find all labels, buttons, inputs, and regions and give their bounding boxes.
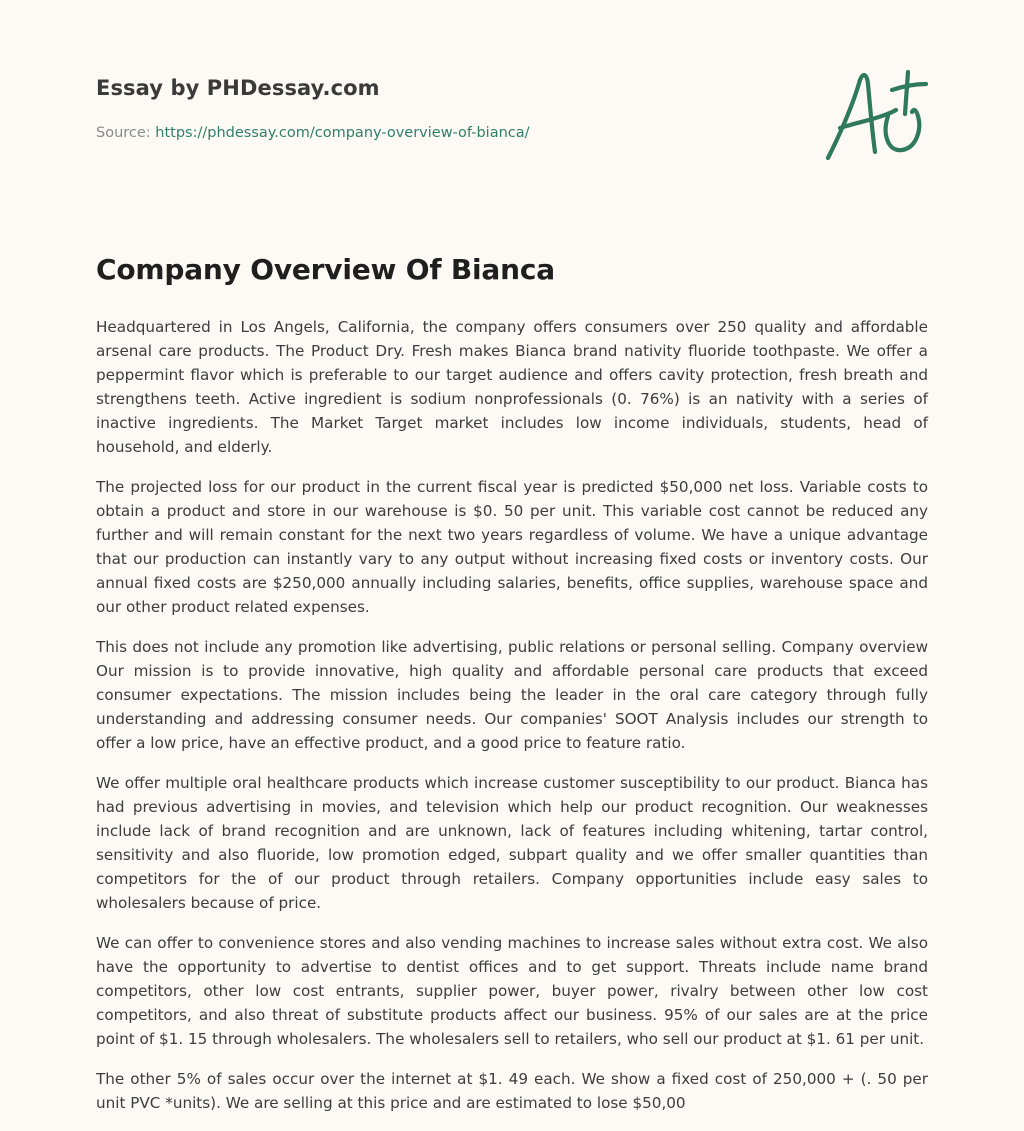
paragraph: Headquartered in Los Angels, California, the company offers consumers over 250 quality and affordable arsenal care products. The Product Dry. Fresh makes Bianca brand nativity fluoride toothpaste. We offer a peppermint flavor which is preferable to our target audience and offers cavity protection, fresh breath and strengthens teeth. Active ingredient is sodium nonprofessionals (0. 76%) is an nativity with a series of inactive ingredients. The Market Target market includes low income individuals, students, head of household, and elderly.	[96, 318, 928, 456]
paragraph: The projected loss for our product in the current fiscal year is predicted $50,000 net loss. Variable costs to obtain a product and store in our warehouse is $0. 50 per unit. This variable cost cannot be reduced any further and will remain constant for the next two years regardless of volume. We have a unique advantage that our production can instantly vary to any output without increasing fixed costs or inventory costs. Our annual fixed costs are $250,000 annually including salaries, benefits, office supplies, warehouse space and our other product related expenses.	[96, 478, 928, 616]
source-line	[96, 125, 736, 141]
a-plus-logo-icon	[822, 68, 930, 164]
source-link[interactable]: https://phdessay.com/company-overview-of-bianca/	[155, 125, 530, 141]
essay-body	[96, 315, 928, 1131]
paragraph: We can offer to convenience stores and also vending machines to increase sales without extra cost. We also have the opportunity to advertise to dentist offices and to get support. Threats include name brand competitors, other low cost entrants, supplier power, buyer power, rivalry between other low cost competitors, and also threat of substitute products affect our business. 95% of our sales are at the price point of $1. 15 through wholesalers. The wholesalers sell to retailers, who sell our product at $1. 61 per unit.	[96, 934, 928, 1048]
paragraph: The other 5% of sales occur over the internet at $1. 49 each. We show a fixed cost of 250,000 + (. 50 per unit PVC *units). We are selling at this price and are estimated to lose $50,00	[96, 1070, 928, 1112]
site-brand: Essay by PHDessay.com	[96, 76, 380, 100]
source-label: Source:	[96, 125, 151, 141]
paragraph: We offer multiple oral healthcare products which increase customer susceptibility to our product. Bianca has had previous advertising in movies, and television which help our product recognition. Our weaknesses include lack of brand recognition and are unknown, lack of features including whitening, tartar control, sensitivity and also fluoride, low promotion edged, subpart quality and we offer smaller quantities than competitors for the of our product through retailers. Company opportunities include easy sales to wholesalers because of price.	[96, 774, 928, 912]
document-header	[96, 76, 736, 141]
paragraph: This does not include any promotion like advertising, public relations or personal selling. Company overview Our mission is to provide innovative, high quality and affordable personal care products that exceed consumer expectations. The mission includes being the leader in the oral care category through fully understanding and addressing consumer needs. Our companies' SOOT Analysis includes our strength to offer a low price, have an effective product, and a good price to feature ratio.	[96, 638, 928, 752]
document-title: Company Overview Of Bianca	[96, 253, 555, 286]
